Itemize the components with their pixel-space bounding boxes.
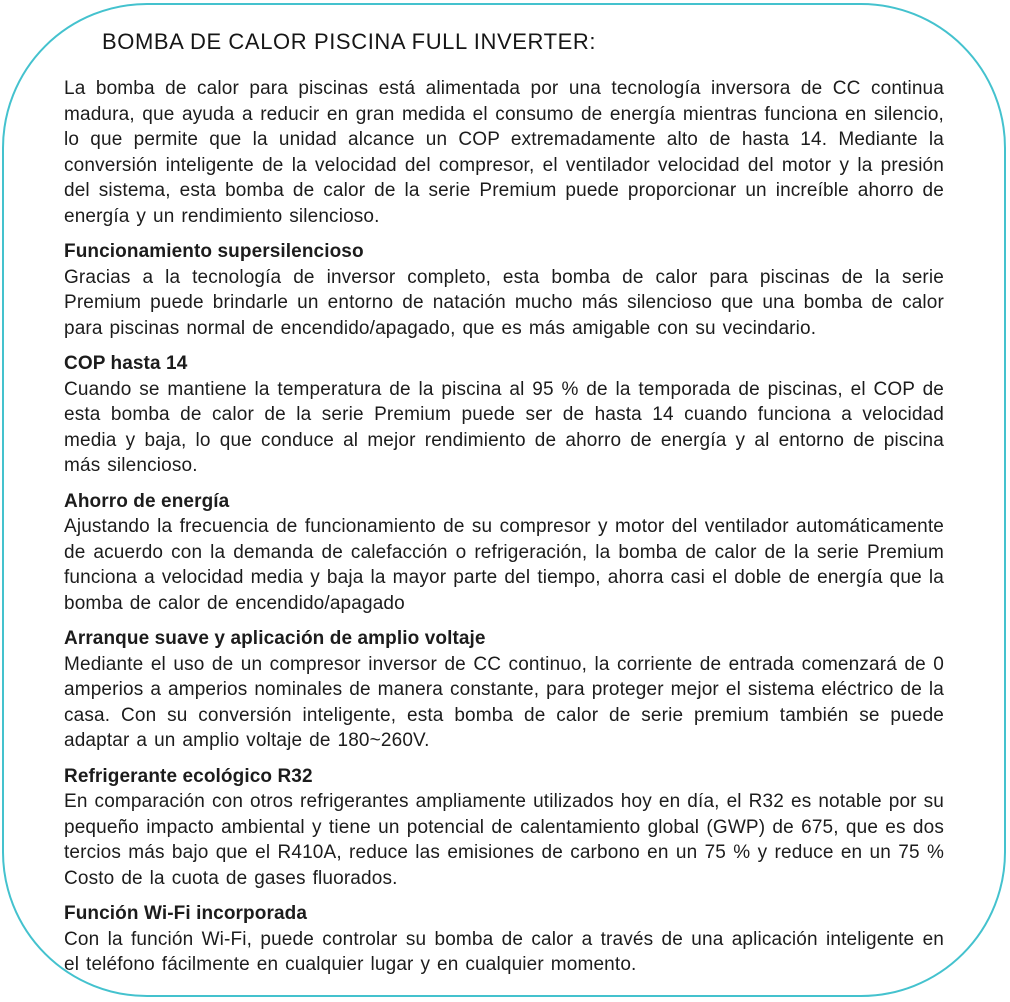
- section-body: En comparación con otros refrigerantes ampliamente utilizados hoy en día, el R32 es notable por su pequeño impacto ambiental y tiene un potencial de calentamiento global (GWP) de 675, que es dos tercios más bajo que el R410A, reduce las emisiones de carbono en un 75 % y reduce en un 75 % Costo de la cuota de gases fluorados.: [64, 791, 944, 889]
- section-ahorro-de-energia: [64, 489, 944, 617]
- section-body: Gracias a la tecnología de inversor completo, esta bomba de calor para piscinas de la serie Premium puede brindarle un entorno de natación mucho más silencioso que una bomba de calor para piscinas normal de encendido/apagado, que es más amigable con su vecindario.: [64, 266, 944, 339]
- section-refrigerante-r32: [64, 764, 944, 892]
- page-title: BOMBA DE CALOR PISCINA FULL INVERTER:: [102, 29, 597, 54]
- section-funcionamiento-supersilencioso: [64, 239, 944, 341]
- document-border: [2, 3, 1006, 997]
- section-body: Con la función Wi-Fi, puede controlar su bomba de calor a través de una aplicación inteligente en el teléfono fácilmente en cualquier lugar y en cualquier momento.: [64, 928, 944, 975]
- document-content: [64, 29, 944, 978]
- section-heading: Refrigerante ecológico R32: [64, 765, 313, 787]
- section-heading: Ahorro de energía: [64, 490, 230, 512]
- section-heading: COP hasta 14: [64, 353, 188, 374]
- section-heading: Funcionamiento supersilencioso: [64, 241, 364, 262]
- section-funcion-wifi: [64, 901, 944, 978]
- intro-paragraph: La bomba de calor para piscinas está alimentada por una tecnología inversora de CC continua madura, que ayuda a reducir en gran medida el consumo de energía mientras funciona en silencio, lo que permite que la unidad alcance un COP extremadamente alto de hasta 14. Mediante la conversión inteligente de la velocidad del compresor, el ventilador velocidad del motor y la presión del sistema, esta bomba de calor de la serie Premium puede proporcionar un increíble ahorro de energía y un rendimiento silencioso.: [64, 78, 944, 227]
- section-body: Mediante el uso de un compresor inversor de CC continuo, la corriente de entrada comenzará de 0 amperios a amperios nominales de manera constante, para proteger mejor el sistema eléctrico de la casa. Con su conversión inteligente, esta bomba de calor de serie premium también se puede adaptar a un amplio voltaje de 180~260V.: [64, 653, 944, 751]
- section-heading: Arranque suave y aplicación de amplio voltaje: [64, 628, 486, 649]
- section-heading: Función Wi-Fi incorporada: [64, 903, 307, 924]
- section-body: Cuando se mantiene la temperatura de la piscina al 95 % de la temporada de piscinas, el COP de esta bomba de calor de la serie Premium puede ser de hasta 14 cuando funciona a velocidad media y baja, lo que conduce al mejor rendimiento de ahorro de energía y al entorno de piscina más silencioso.: [64, 378, 944, 476]
- section-arranque-suave: [64, 626, 944, 754]
- section-body: Ajustando la frecuencia de funcionamiento de su compresor y motor del ventilador automáticamente de acuerdo con la demanda de calefacción o refrigeración, la bomba de calor de la serie Premium funciona a velocidad media y baja la mayor parte del tiempo, ahorra casi el doble de energía que la bomba de calor de encendido/apagado: [64, 516, 944, 614]
- section-cop-hasta-14: [64, 351, 944, 479]
